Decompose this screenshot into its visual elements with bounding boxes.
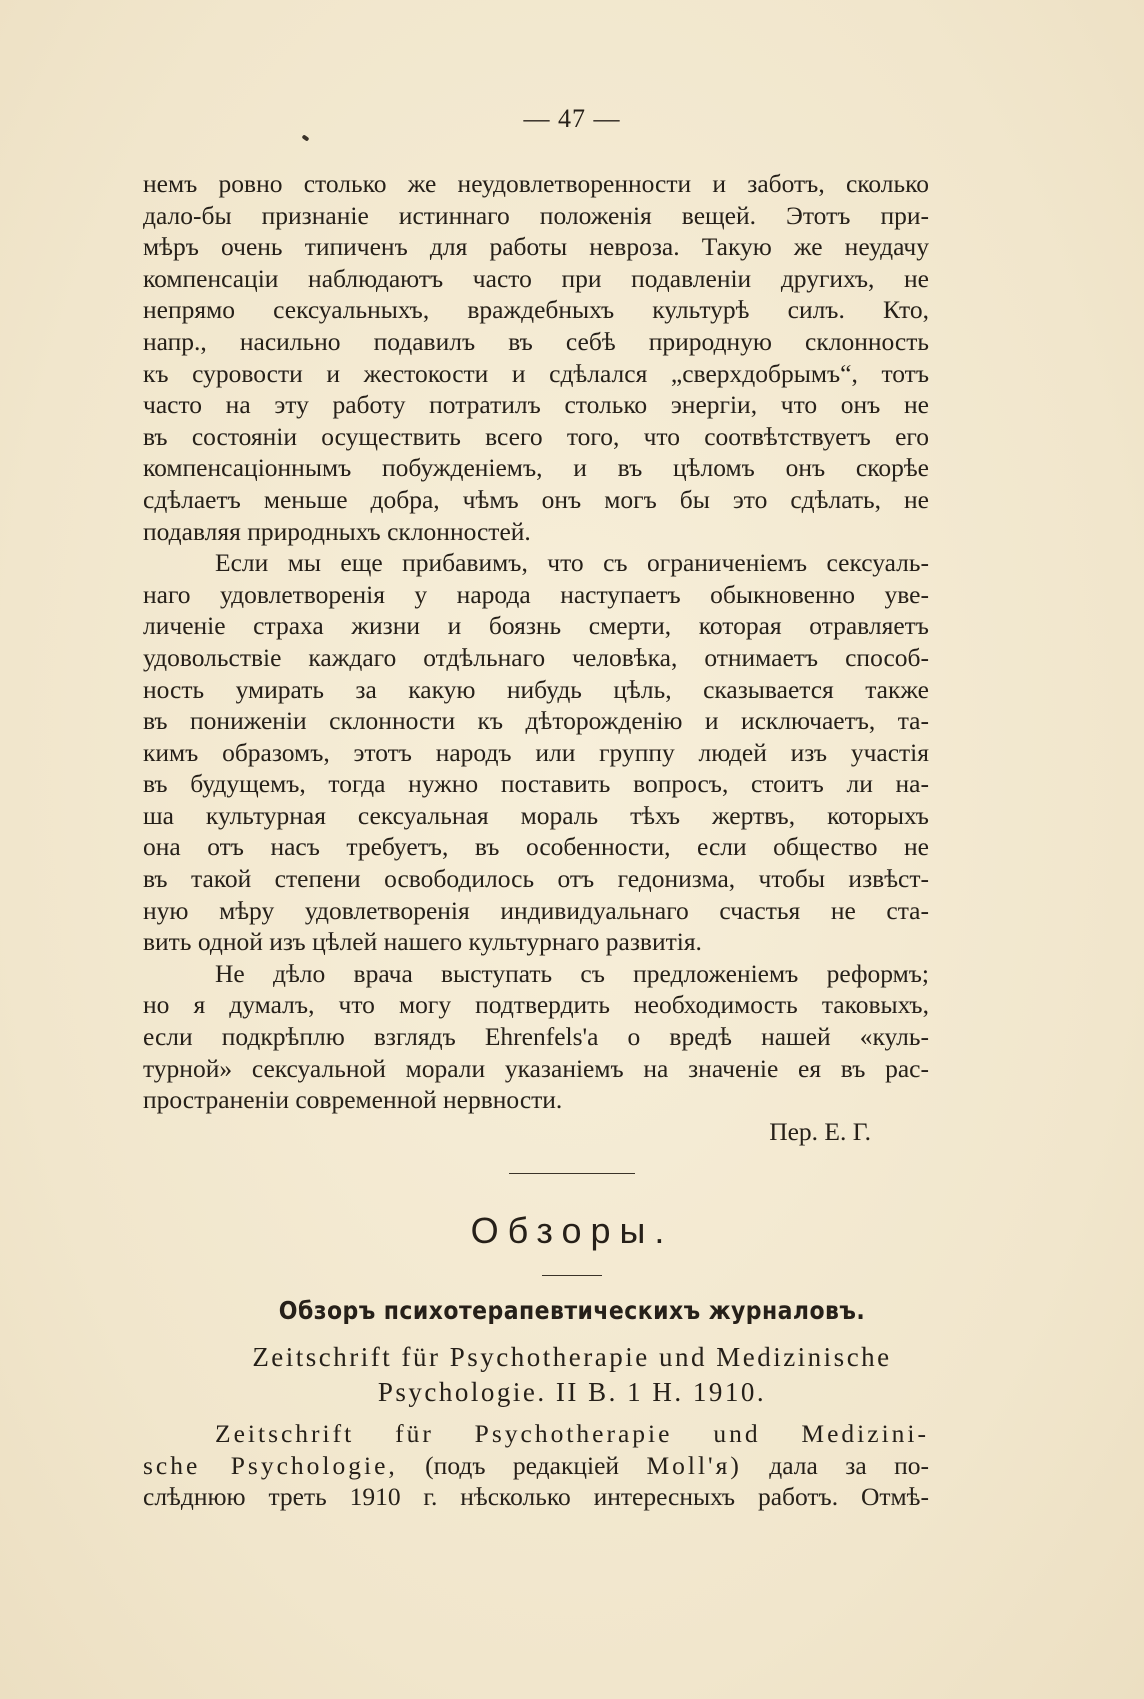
text-line: турной» сексуальной морали указаніемъ на значеніе ея въ рас- [143,1053,929,1083]
text-line: немъ ровно столько же неудовлетворенности и заботъ, сколько [143,169,929,198]
text-line: кимъ образомъ, этотъ народъ или группу людей изъ участія [143,737,929,767]
text-line: ную мѣру удовлетворенія индивидуальнаго счастья не ста- [143,895,929,925]
text-line: если подкрѣплю взглядъ Ehrenfels'а о вредѣ нашей «куль- [143,1022,929,1052]
text-line: вить одной изъ цѣлей нашего культурнаго развитія. [143,927,702,957]
text-line: Не дѣло врача выступать съ предложеніемъ реформъ; [215,958,929,988]
review-text [143,1418,929,1513]
translator-signature: Пер. Е. Г. [769,1116,871,1146]
text-line: она отъ насъ требуетъ, въ особенности, если общество не [143,832,929,862]
main-text [143,168,929,1147]
text-line: мѣръ очень типиченъ для работы невроза. Такую же неудачу [143,232,929,262]
text-fragment: (подъ редакціей [397,1450,647,1480]
section-title: Обзоры. [470,1210,674,1251]
text-line: въ будущемъ, тогда нужно поставить вопросъ, стоитъ ли на- [143,769,929,799]
text-line: Zeitschrift für Psychotherapie und Medizini- [215,1419,929,1448]
text-line: но я думалъ, что могу подтвердить необходимость таковыхъ, [143,990,929,1020]
text-line: въ такой степени освободилось отъ гедонизма, чтобы извѣст- [143,864,929,894]
journal-title-line: Psychologie. II В. 1 Н. 1910. [377,1377,767,1407]
text-line: слѣднюю треть 1910 г. нѣсколько интересныхъ работъ. Отмѣ- [143,1482,929,1512]
text-line [143,1450,929,1482]
journal-name-inline: sche Psychologie, [143,1450,398,1480]
text-line: къ суровости и жестокости и сдѣлался „сверхдобрымъ“, тотъ [143,358,929,388]
journal-title-line: Zeitschrift für Psychotherapie und Medizinische [252,1342,892,1372]
text-line: ша культурная сексуальная мораль тѣхъ жертвъ, которыхъ [143,800,929,830]
text-line: непрямо сексуальныхъ, враждебныхъ культурѣ силъ. Кто, [143,295,929,325]
text-line: компенсаціоннымъ побужденіемъ, и въ цѣломъ онъ скорѣе [143,453,929,483]
text-line: компенсаціи наблюдаютъ часто при подавленіи другихъ, не [143,263,929,293]
journal-title [0,1340,1144,1410]
title-divider [542,1275,602,1276]
text-line: подавляя природныхъ склонностей. [143,516,531,546]
text-line: дало-бы признаніе истиннаго положенія вещей. Этотъ при- [143,200,929,230]
text-line: Если мы еще прибавимъ, что съ ограниченіемъ сексуаль- [215,548,929,578]
text-line: въ состояніи осуществить всего того, что соотвѣтствуетъ его [143,421,929,451]
page-number: — 47 — [523,104,621,133]
text-line: напр., насильно подавилъ въ себѣ природную склонность [143,326,929,356]
ink-mark [301,134,309,141]
editor-name: Moll'я) [646,1450,742,1480]
text-line: наго удовлетворенія у народа наступаетъ обыкновенно уве- [143,579,929,609]
text-line: пространеніи современной нервности. [143,1085,563,1115]
text-line: удовольствіе каждаго отдѣльнаго человѣка, отнимаетъ способ- [143,642,929,672]
text-line: часто на эту работу потратилъ столько энергіи, что онъ не [143,390,929,420]
text-line: сдѣлаетъ меньше добра, чѣмъ онъ могъ бы это сдѣлать, не [143,484,929,514]
text-line: въ пониженіи склонности къ дѣторожденію и исключаетъ, та- [143,706,929,736]
section-divider [509,1173,635,1174]
subsection-title: Обзоръ психотерапевтическихъ журналовъ. [278,1296,866,1325]
text-fragment: дала за по- [741,1450,929,1480]
text-line: ность умирать за какую нибудь цѣль, сказывается также [143,674,929,704]
text-line: личеніе страха жизни и боязнь смерти, которая отравляетъ [143,611,929,641]
